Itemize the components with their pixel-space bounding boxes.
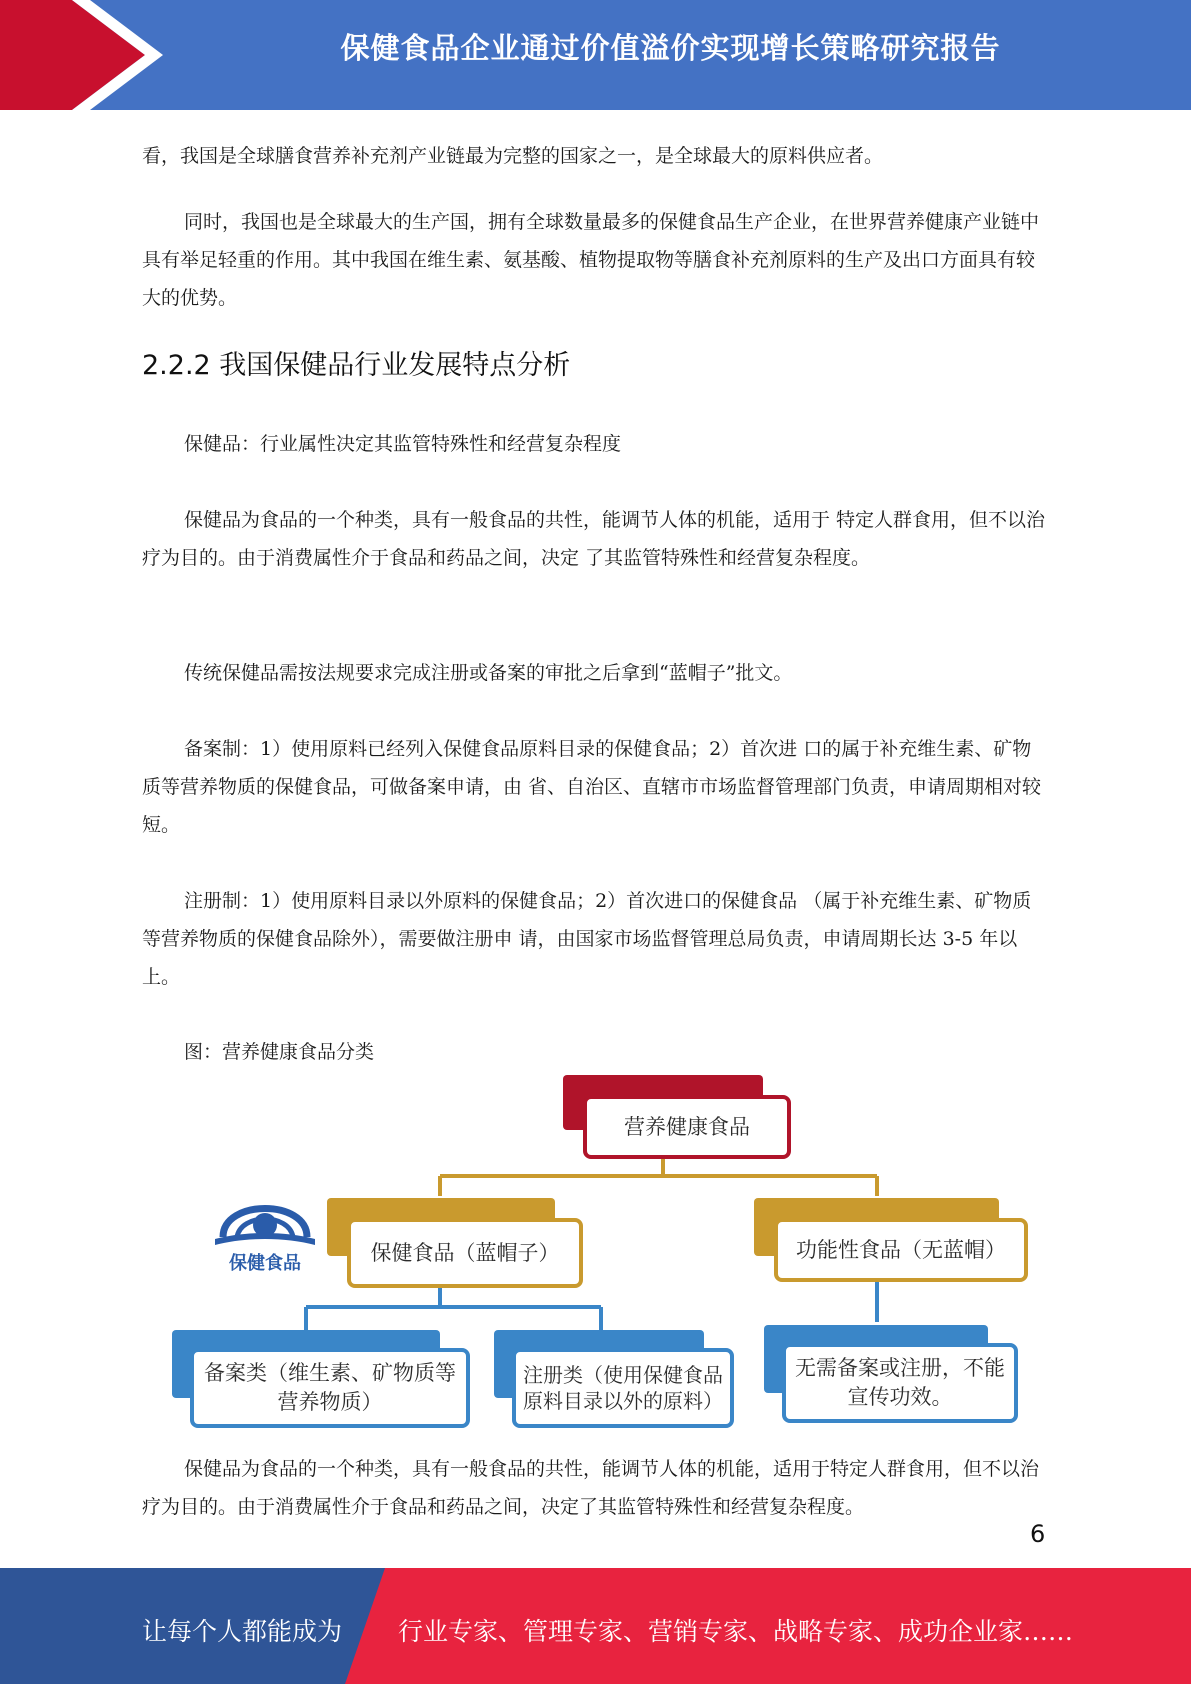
diagram-node-health-food-label: 保健食品（蓝帽子） (347, 1218, 583, 1288)
diagram-node-functional-food-label: 功能性食品（无蓝帽） (774, 1218, 1028, 1282)
diagram-root-label: 营养健康食品 (583, 1095, 791, 1159)
paragraph-3: 保健品：行业属性决定其监管特殊性和经营复杂程度 (184, 433, 622, 455)
health-food-logo (215, 1187, 315, 1277)
paragraph-1: 看，我国是全球膳食营养补充剂产业链最为完整的国家之一，是全球最大的原料供应者。 (142, 145, 884, 167)
page-footer (0, 1568, 1191, 1684)
footer-slogan-right: 行业专家、管理专家、营销专家、战略专家、成功企业家…… (398, 1617, 1074, 1646)
paragraph-4: 保健品为食品的一个种类，具有一般食品的共性，能调节人体的机能，适用于 特定人群食用，但不以治疗为目的。由于消费属性介于食品和药品之间，决定 了其监管特殊性和经营复杂程度。 (142, 509, 1046, 569)
footer-slogan-left: 让每个人都能成为 (142, 1617, 343, 1646)
page-number: 6 (1030, 1520, 1046, 1548)
report-title: 保健食品企业通过价值溢价实现增长策略研究报告 (340, 31, 1001, 65)
diagram-node-registration-label: 注册类（使用保健食品原料目录以外的原料） (512, 1348, 734, 1428)
paragraph-2: 同时，我国也是全球最大的生产国，拥有全球数量最多的保健食品生产企业，在世界营养健康产业链中具有举足轻重的作用。其中我国在维生素、氨基酸、植物提取物等膳食补充剂原料的生产及出口方面具有较大的优势。 (142, 211, 1040, 309)
paragraph-5: 传统保健品需按法规要求完成注册或备案的审批之后拿到“蓝帽子”批文。 (184, 662, 793, 684)
section-heading: 2.2.2 我国保健品行业发展特点分析 (142, 350, 571, 381)
paragraph-6: 备案制：1）使用原料已经列入保健食品原料目录的保健食品；2）首次进 口的属于补充维生素、矿物质等营养物质的保健食品，可做备案申请，由 省、自治区、直辖市市场监督管理部门负责，申请周期相对较短。 (142, 738, 1042, 836)
blue-hat-logo-icon (215, 1187, 315, 1249)
paragraph-8: 保健品为食品的一个种类，具有一般食品的共性，能调节人体的机能，适用于特定人群食用，但不以治疗为目的。由于消费属性介于食品和药品之间，决定了其监管特殊性和经营复杂程度。 (142, 1458, 1040, 1518)
figure-caption: 图：营养健康食品分类 (184, 1041, 375, 1063)
logo-text: 保健食品 (229, 1253, 301, 1274)
diagram-node-filing-label: 备案类（维生素、矿物质等营养物质） (190, 1348, 470, 1428)
paragraph-7: 注册制：1）使用原料目录以外原料的保健食品；2）首次进口的保健食品 （属于补充维生素、矿物质等营养物质的保健食品除外），需要做注册申 请，由国家市场监督管理总局负责，申请周期长达 3-5 年以上。 (142, 890, 1032, 988)
diagram-node-no-filing-label: 无需备案或注册，不能宣传功效。 (782, 1343, 1018, 1423)
